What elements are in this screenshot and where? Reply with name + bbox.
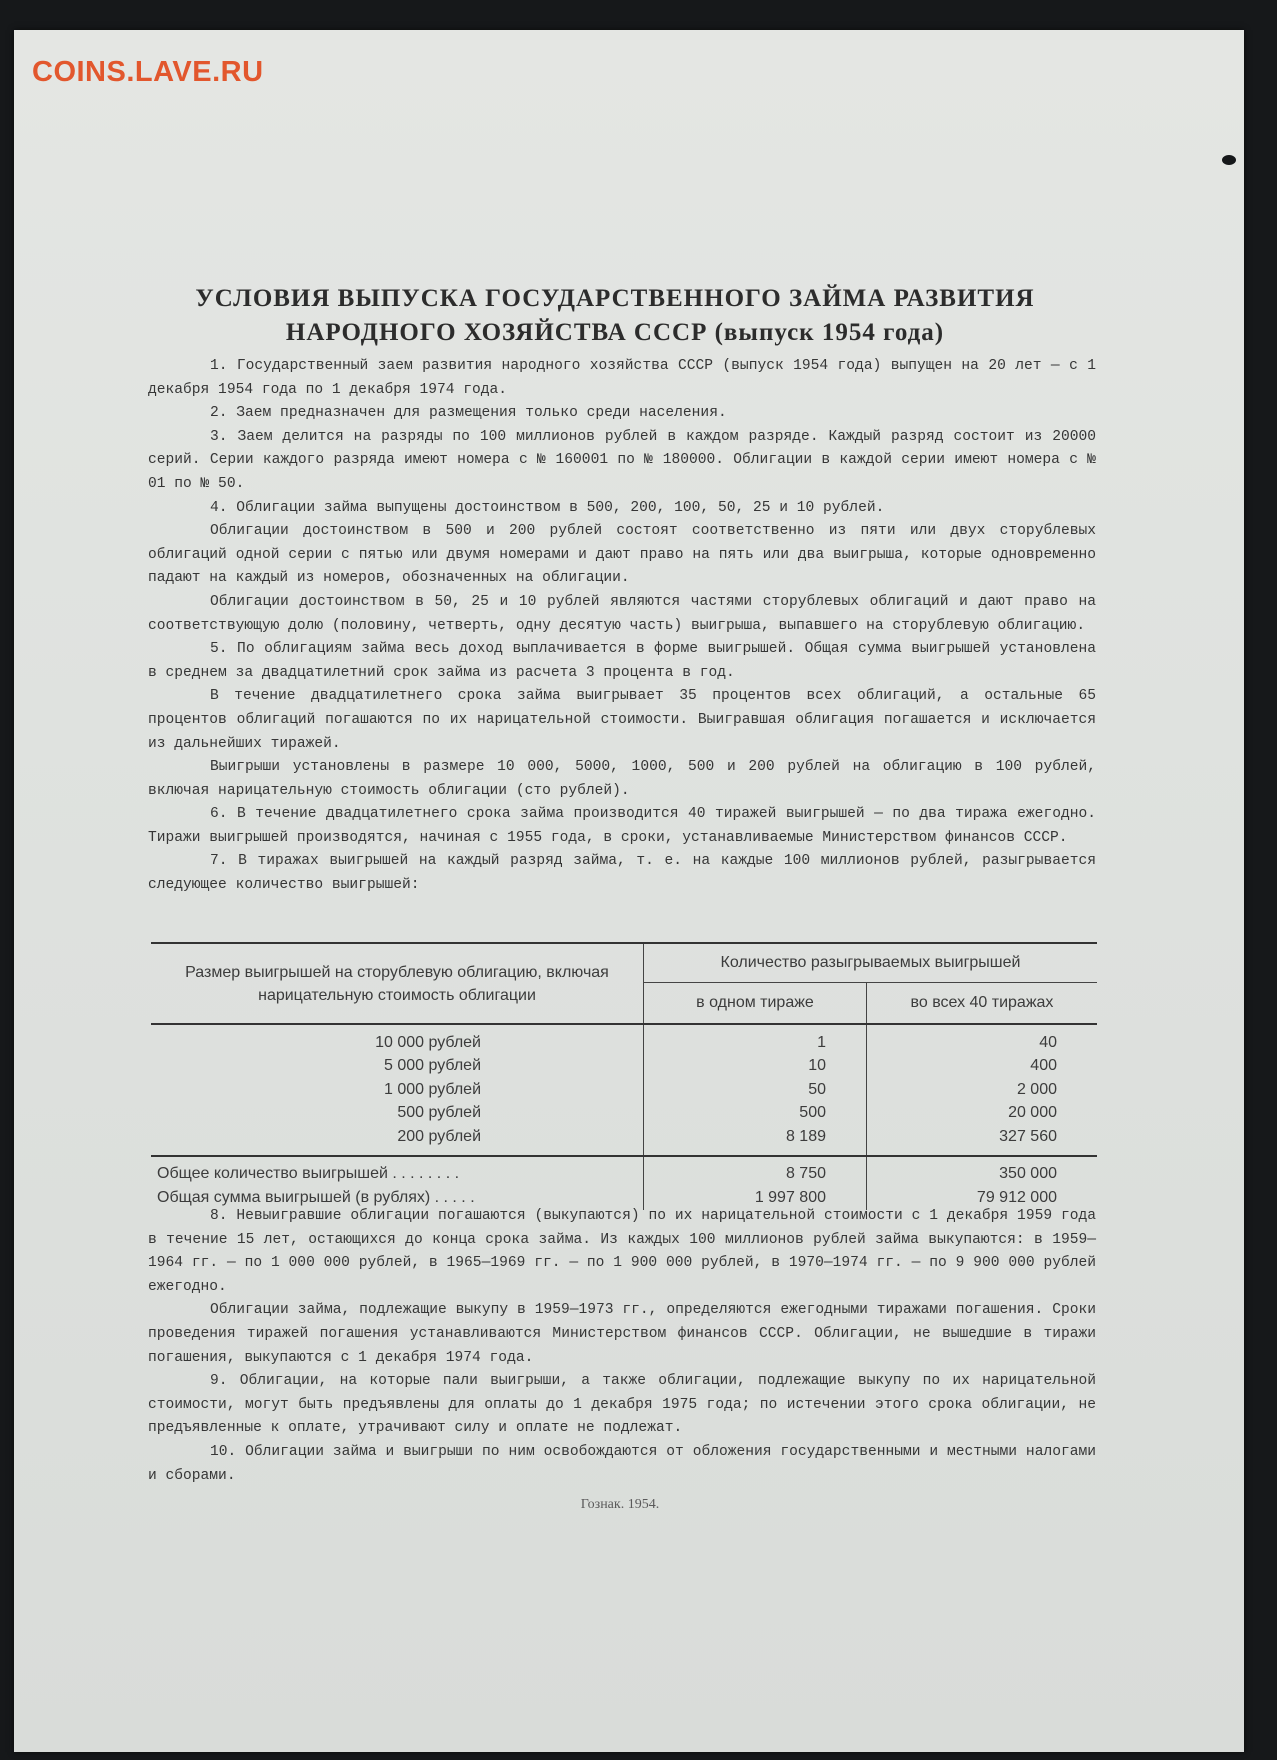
one-draw-cell: 10 (644, 1055, 867, 1079)
paragraph: 7. В тиражах выигрышей на каждый разряд займа, т. е. на каждые 100 миллионов рублей, разыгрывается следующее количество выигрышей: (148, 853, 1096, 894)
document-title (150, 282, 1080, 350)
total-row (151, 1156, 1097, 1187)
one-draw-cell: 1 (644, 1024, 867, 1055)
table-row (151, 1102, 1097, 1126)
paragraph: 5. По облигациям займа весь доход выплачивается в форме выигрышей. Общая сумма выигрышей установлена в среднем за двадцатилетний срок займа из расчета 3 процента в год. (148, 641, 1096, 681)
paragraph: 8. Невыигравшие облигации погашаются (выкупаются) по их нарицательной стоимости с 1 декабря 1959 года в течение 15 лет, остающихся до конца срока займа. Из каждых 100 миллионов рублей займа выкупаются: в 1959—1964 гг. — по 1 000 000 рублей, в 1965—1969 гг. — по 1 900 000 рублей, в 1970—1974 гг. — по 9 900 000 рублей ежегодно. (148, 1208, 1096, 1295)
all-draws-cell: 2 000 (1016, 1080, 1057, 1098)
total-all-draws: 350 000 (867, 1156, 1098, 1187)
prize-size-cell: 1 000 рублей (151, 1078, 644, 1102)
one-draw-cell: 50 (644, 1078, 867, 1102)
table-row (151, 1055, 1097, 1079)
header-all-draws: во всех 40 тиражах (867, 983, 1098, 1025)
total-one-draw: 8 750 (644, 1156, 867, 1187)
all-draws-cell: 20 000 (1008, 1104, 1057, 1122)
prize-size-cell: 5 000 рублей (151, 1055, 644, 1079)
paragraph: 10. Облигации займа и выигрыши по ним освобождаются от обложения государственными и местными налогами и сборами. (148, 1443, 1096, 1484)
paragraph: 2. Заем предназначен для размещения только среди населения. (210, 405, 727, 422)
total-label: Общая сумма выигрышей (в рублях) . . . . . (151, 1186, 644, 1210)
paragraph: 9. Облигации, на которые пали выигрыши, а также облигации, подлежащие выкупу по их нарицательной стоимости, могут быть предъявлены для оплаты до 1 декабря 1975 года; по истечении этого срока облигации, не предъявленные к оплате, утрачивают силу и оплате не подлежат. (148, 1373, 1096, 1437)
paper-edge-tear (1222, 155, 1236, 165)
prize-size-cell: 10 000 рублей (151, 1024, 644, 1055)
terms-text-top (148, 355, 1096, 898)
paragraph: Выигрыши установлены в размере 10 000, 5000, 1000, 500 и 200 рублей на облигацию в 100 рублей, включая нарицательную стоимость облигации (сто рублей). (148, 759, 1096, 799)
total-label: Общее количество выигрышей . . . . . . . . (151, 1156, 644, 1187)
all-draws-cell: 40 (1039, 1033, 1057, 1051)
table-row (151, 1125, 1097, 1156)
paragraph: В течение двадцатилетнего срока займа выигрывает 35 процентов всех облигаций, а остальные 65 процентов облигаций погашаются по их нарицательной стоимости. Выигравшая облигация погашается и исключается из дальнейших тиражей. (148, 688, 1096, 752)
prize-size-cell: 500 рублей (151, 1102, 644, 1126)
header-one-draw: в одном тираже (644, 983, 867, 1025)
one-draw-cell: 8 189 (644, 1125, 867, 1156)
all-draws-cell: 400 (1030, 1057, 1057, 1075)
header-prize-size: Размер выигрышей на сторублевую облигацию, включая нарицательную стоимость облигации (151, 943, 644, 1024)
table-row (151, 1024, 1097, 1055)
paragraph: 1. Государственный заем развития народного хозяйства СССР (выпуск 1954 года) выпущен на 20 лет — с 1 декабря 1954 года по 1 декабря 1974 года. (148, 358, 1096, 398)
header-prize-quantity: Количество разыгрываемых выигрышей (644, 943, 1098, 983)
table-row (151, 1078, 1097, 1102)
title-line-1: УСЛОВИЯ ВЫПУСКА ГОСУДАРСТВЕННОГО ЗАЙМА РАЗВИТИЯ (195, 285, 1035, 312)
prize-table (151, 942, 1097, 1210)
total-one-draw: 1 997 800 (644, 1186, 867, 1210)
paragraph: 3. Заем делится на разряды по 100 миллионов рублей в каждом разряде. Каждый разряд состоит из 20000 серий. Серии каждого разряда имеют номера с № 160001 по № 180000. Облигации в каждой серии имеют номера с № 01 по № 50. (148, 428, 1096, 492)
all-draws-cell: 327 560 (999, 1127, 1057, 1145)
paragraph: Облигации займа, подлежащие выкупу в 1959—1973 гг., определяются ежегодными тиражами погашения. Сроки проведения тиражей погашения устанавливаются Министерством финансов СССР. Облигации, не вышедшие в тиражи погашения, выкупаются с 1 декабря 1974 года. (148, 1302, 1096, 1366)
paragraph: 6. В течение двадцатилетнего срока займа производится 40 тиражей выигрышей — по два тиража ежегодно. Тиражи выигрышей производятся, начиная с 1955 года, в сроки, устанавливаемые Министерством финансов СССР. (148, 806, 1096, 846)
prize-size-cell: 200 рублей (151, 1125, 644, 1156)
printer-imprint: Гознак. 1954. (580, 1497, 660, 1512)
watermark: COINS.LAVE.RU (32, 56, 264, 88)
paragraph: 4. Облигации займа выпущены достоинством в 500, 200, 100, 50, 25 и 10 рублей. (210, 499, 885, 516)
paragraph: Облигации достоинством в 50, 25 и 10 рублей являются частями сторублевых облигаций и дают право на соответствующую долю (половину, четверть, одну десятую часть) выигрыша, выпавшего на сторублевую облигацию. (148, 593, 1096, 634)
paragraph: Облигации достоинством в 500 и 200 рублей состоят соответственно из пяти или двух сторублевых облигаций одной серии с пятью или двумя номерами и дают право на пять или два выигрыша, которые одновременно падают на каждый из номеров, обозначенных на облигации. (148, 523, 1096, 587)
one-draw-cell: 500 (644, 1102, 867, 1126)
title-line-2: НАРОДНОГО ХОЗЯЙСТВА СССР (выпуск 1954 года) (285, 319, 945, 346)
total-all-draws: 79 912 000 (976, 1188, 1057, 1206)
terms-text-bottom (148, 1205, 1096, 1488)
